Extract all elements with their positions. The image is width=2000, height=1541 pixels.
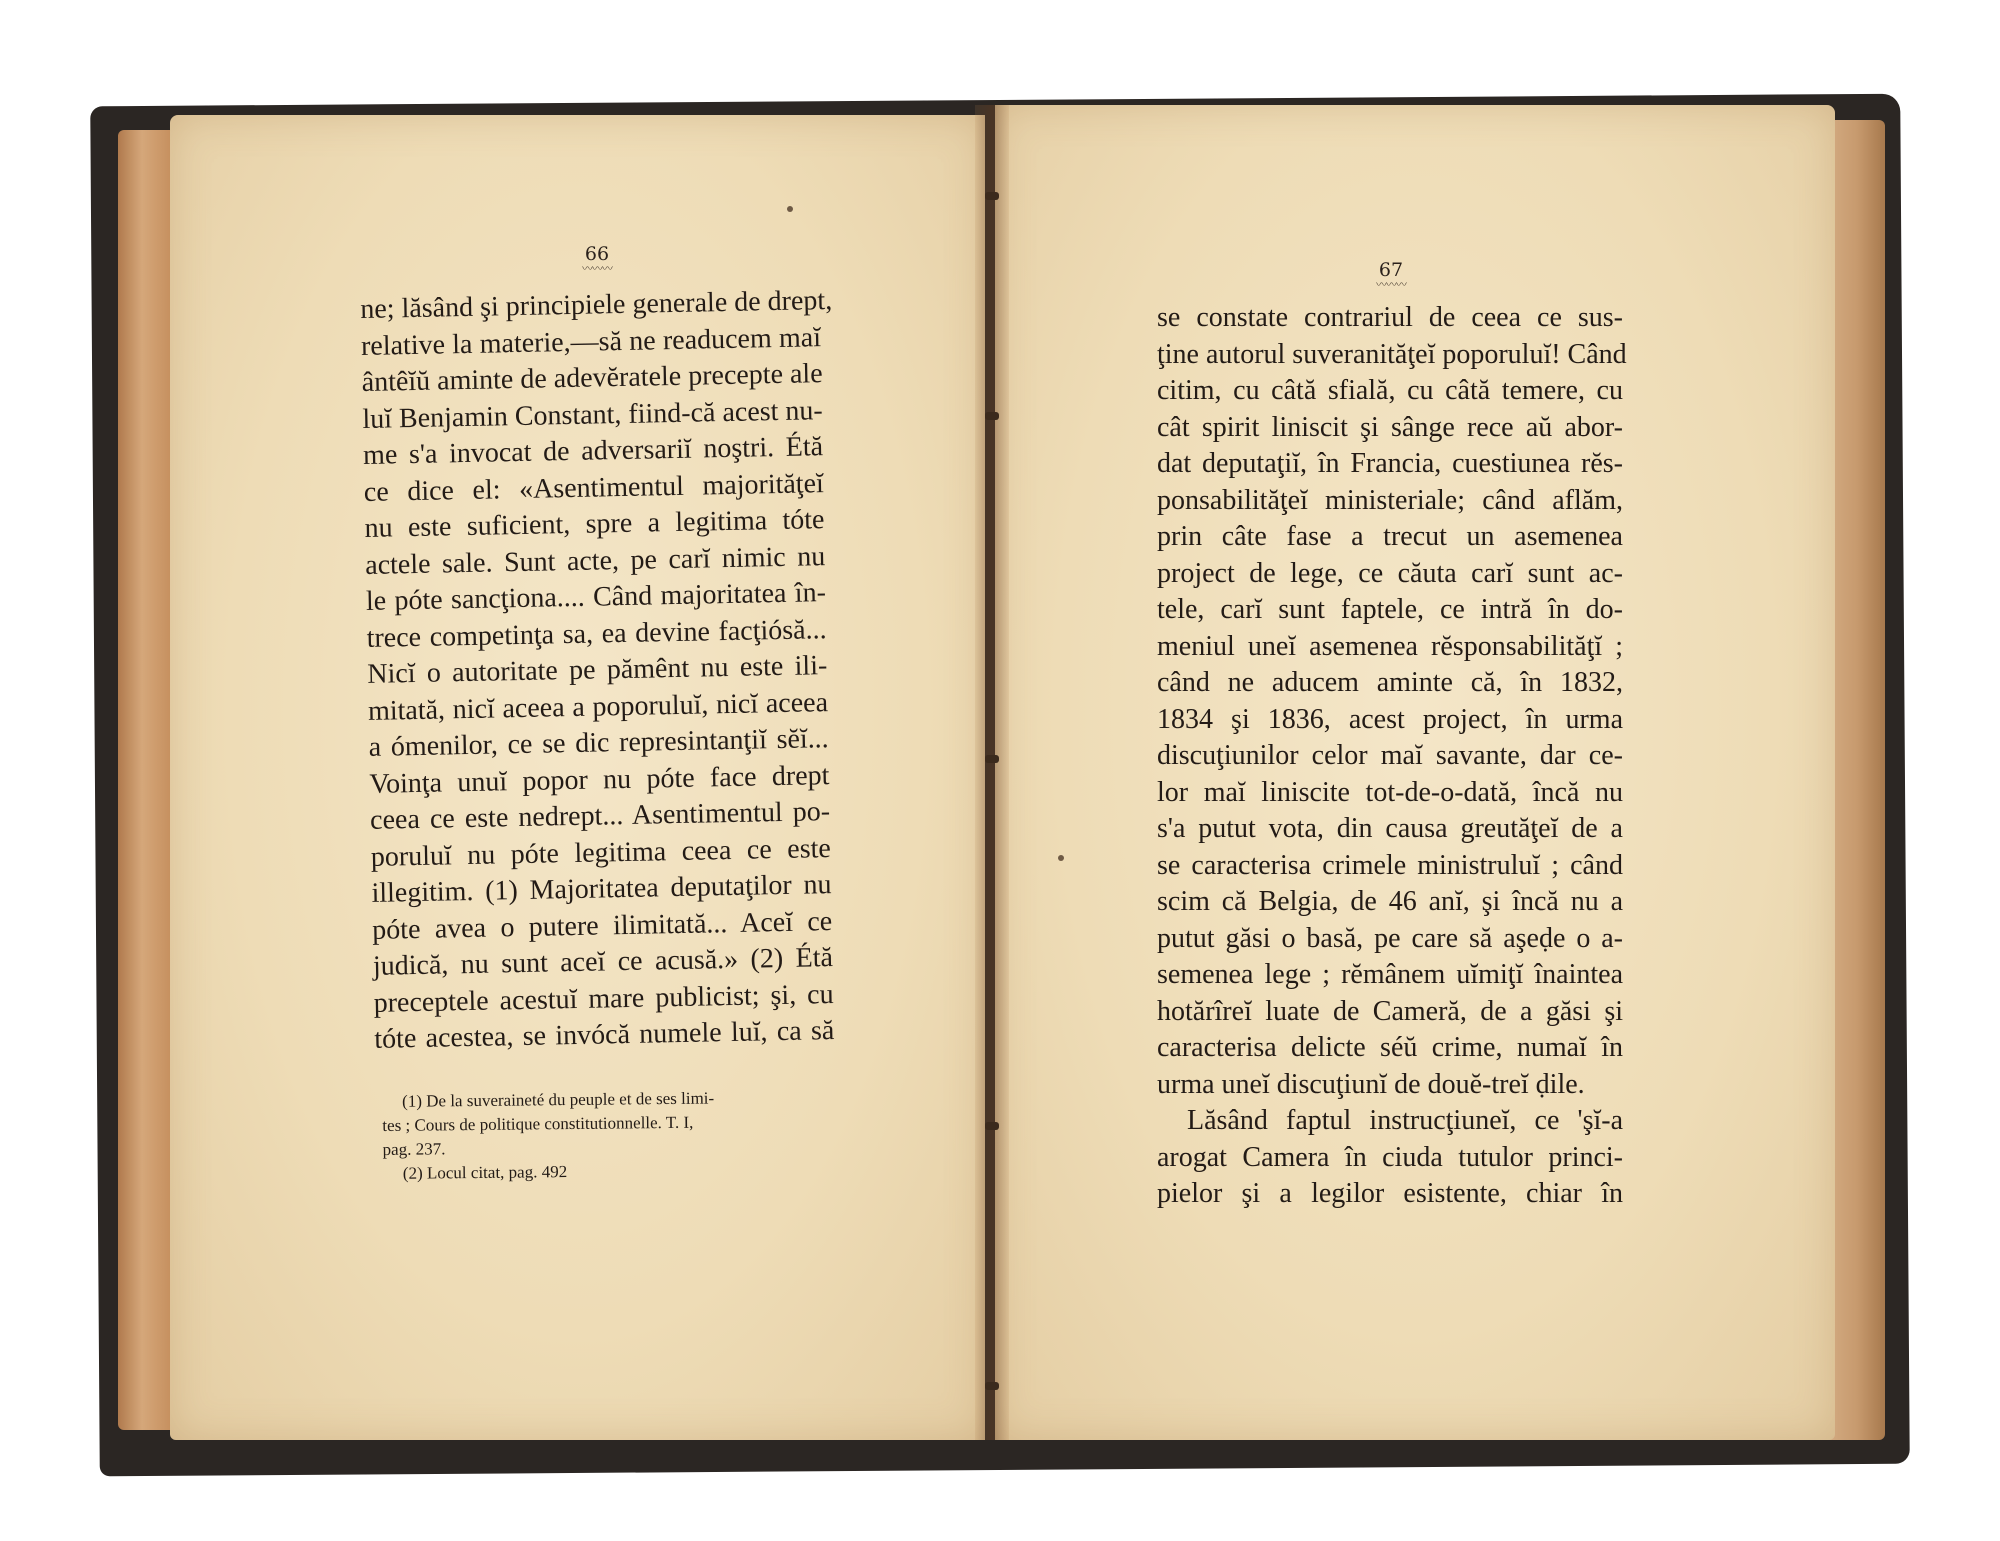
text-line: póte avea o putere ilimitată... Aceĭ ce [371, 905, 833, 946]
text-line: semenea lege ; rĕmânem uĭmiţĭ înaintea [1157, 959, 1623, 990]
text-line: trece competinţa sa, ea devine facţiósă... [366, 613, 827, 654]
text-line: prin câte fase a trecut un asemenea [1157, 521, 1623, 552]
text-line: citim, cu câtă sfială, cu câtă temere, cu [1157, 375, 1623, 406]
text-line: hotărîreĭ luate de Cameră, de a găsi şi [1157, 995, 1623, 1027]
text-line: meniul uneĭ asemenea rĕsponsabilităţĭ ; [1157, 630, 1623, 662]
text-line: poruluĭ nu póte legitima ceea ce este [370, 832, 832, 873]
text-line: relative la materie,—să ne readucem maĭ [360, 321, 822, 362]
left-page-edges [118, 130, 178, 1430]
page-number-text: 66 [584, 243, 610, 265]
footnote-line: pag. 237. [382, 1139, 446, 1159]
text-line: cât spirit liniscit şi sânge rece aŭ abor- [1157, 411, 1623, 443]
book-gutter [975, 105, 1009, 1440]
text-line: nu este suficient, spre a legitima tóte [364, 504, 825, 544]
text-line: le póte sancţiona.... Când majoritatea în- [365, 577, 827, 617]
binding-stitch [985, 1122, 999, 1130]
text-line: Nicĭ o autoritate pe pămênt nu este ili- [367, 650, 828, 690]
text-line: preceptele acestuĭ mare publicist; şi, cu [373, 978, 834, 1019]
text-line: discuţiunilor celor maĭ savante, dar ce- [1157, 740, 1623, 771]
left-page-body [360, 283, 835, 1058]
text-line: caracterisa delicte séŭ crime, numaĭ în [1157, 1032, 1623, 1063]
text-line: Lăsând faptul instrucţiuneĭ, ce 'şĭ-a [1187, 1105, 1623, 1136]
text-line: actele sale. Sunt acte, pe carĭ nimic nu [364, 540, 826, 581]
text-line: mitată, nicĭ aceea a poporuluĭ, nicĭ aceea [367, 686, 829, 727]
text-line: illegitim. (1) Majoritatea deputaţilor nu [371, 869, 832, 909]
footnote-line: (1) De la suveraineté du peuple et de ses limi- [402, 1088, 715, 1111]
binding-stitch [985, 192, 999, 200]
text-line: ceea ce este nedrept... Asentimentul po- [369, 796, 831, 836]
text-line: arogat Camera în ciuda tutulor princi- [1157, 1141, 1623, 1173]
paper-speck [1058, 855, 1064, 861]
binding-stitch [985, 755, 999, 763]
text-line: putut găsi o basă, pe care să aşeḍe o a- [1157, 922, 1623, 954]
binding-stitch [985, 412, 999, 420]
text-line: ţine autorul suveranităţeĭ poporuluĭ! Când [1157, 338, 1627, 370]
text-line: me s'a invocat de adversariĭ noştri. Étă [362, 431, 824, 471]
text-line: tóte acestea, se invócă numele luĭ, ca să [374, 1015, 835, 1055]
text-line: a ómenilor, ce se dic represintanţiĭ sĕĭ... [368, 723, 829, 763]
text-line: când ne aducem aminte că, în 1832, [1157, 667, 1623, 698]
text-line: ne; lăsând şi principiele generale de drept, [360, 284, 833, 325]
text-line: judică, nu sunt aceĭ ce acusă.» (2) Étă [372, 942, 834, 982]
text-line: dat deputaţiĭ, în Francia, cuestiunea rĕs- [1157, 448, 1623, 479]
text-line: urma uneĭ discuţiunĭ de douĕ-treĭ ḍile. [1157, 1068, 1585, 1100]
left-page-number [557, 243, 637, 273]
footnote-line: (2) Locul citat, pag. 492 [402, 1162, 568, 1183]
ornament-wave: 〰〰〰 [1376, 278, 1406, 291]
footnote-line: tes ; Cours de politique constitutionnelle. T. I, [382, 1112, 694, 1135]
text-line: tele, carĭ sunt faptele, ce intră în do- [1157, 594, 1623, 625]
text-line: ce dice el: «Asentimentul majorităţeĭ [363, 467, 825, 508]
text-line: se constate contrariul de ceea ce sus- [1157, 302, 1623, 333]
page-number-text: 67 [1378, 259, 1404, 281]
binding-stitch [985, 1382, 999, 1390]
text-line: scim că Belgia, de 46 anĭ, şi încă nu a [1157, 886, 1623, 917]
left-page-footnotes [382, 1085, 828, 1186]
text-line: ântêĭŭ aminte de adevĕratele precepte ale [361, 358, 823, 398]
text-line: Voinţa unuĭ popor nu póte face drept [369, 759, 830, 800]
right-page-number [1351, 259, 1431, 289]
text-line: pielor şi a legilor esistente, chiar în [1157, 1178, 1623, 1209]
text-line: ponsabilităţeĭ ministeriale; când aflăm, [1157, 484, 1623, 516]
text-line: s'a putut vota, din causa greutăţeĭ de a [1157, 813, 1623, 844]
ornament-wave: 〰〰〰 [582, 262, 612, 275]
right-page-body [1157, 300, 1627, 1213]
text-line: project de lege, ce căuta carĭ sunt ac- [1157, 557, 1623, 589]
text-line: 1834 şi 1836, acest project, în urma [1157, 703, 1623, 735]
paper-speck [787, 206, 793, 212]
text-line: luĭ Benjamin Constant, fiind-că acest nu- [362, 394, 823, 435]
text-line: lor maĭ liniscite tot-de-o-dată, încă nu [1157, 776, 1623, 808]
text-line: se caracterisa crimele ministruluĭ ; când [1157, 849, 1623, 881]
